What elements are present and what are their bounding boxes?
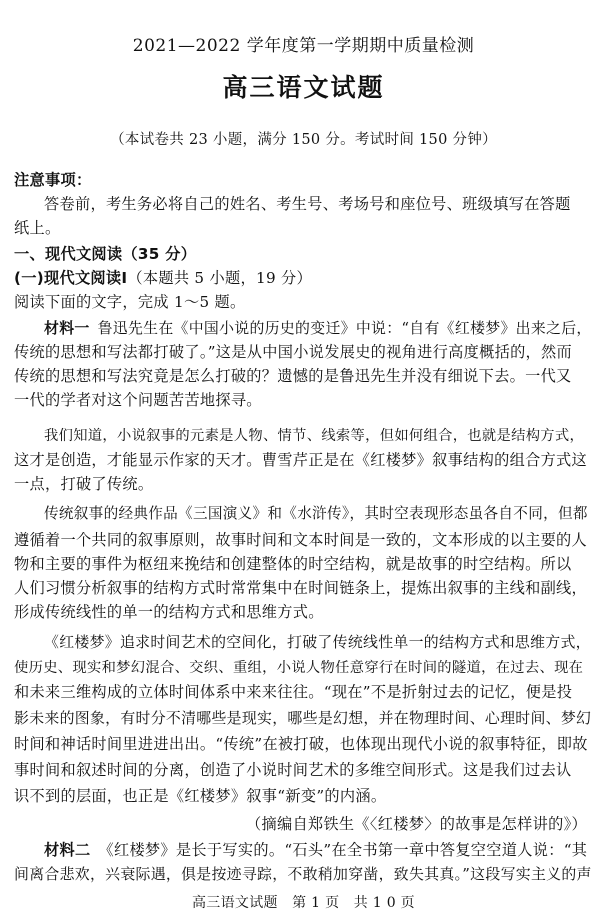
paragraph-line: 物和主要的事件为枢纽来挽结和创建整体的时空结构，就是故事的时空结构。所以 — [14, 555, 572, 573]
paragraph-text: 《红楼梦》是长于写实的。“石头”在全书第一章中答复空空道人说：“其 — [98, 841, 588, 859]
paragraph-line: 传统的思想和写法都打破了。”这是从中国小说发展史的视角进行高度概括的，然而 — [14, 343, 573, 361]
paragraph-line: 遵循着一个共同的叙事原则，故事时间和文本时间是一致的，文本形成的以主要的人 — [14, 531, 588, 549]
paragraph-line: 传统的思想和写法究竟是怎么打破的？遗憾的是鲁迅先生并没有细说下去。一代又 — [14, 367, 572, 385]
paragraph-line: 一点，打破了传统。 — [14, 475, 154, 493]
paragraph-line: 影未来的图象，有时分不清哪些是现实，哪些是幻想，并在物理时间、心理时间、梦幻 — [14, 709, 592, 727]
source-citation: （摘编自郑铁生《〈红楼梦〉的故事是怎样讲的》） — [245, 815, 587, 833]
subsection-heading-bold: (一)现代文阅读Ⅰ — [14, 269, 128, 287]
paragraph-line: 我们知道，小说叙事的元素是人物、情节、线索等，但如何组合，也就是结构方式， — [44, 428, 585, 444]
notice-heading: 注意事项： — [14, 171, 92, 189]
paragraph-line: 形成传统线性的单一的结构方式和思维方式。 — [14, 603, 324, 621]
paragraph-line: 人们习惯分析叙事的结构方式时常常集中在时间链条上，提炼出叙事的主线和副线， — [14, 579, 588, 597]
exam-info: （本试卷共 23 小题，满分 150 分。考试时间 150 分钟） — [110, 132, 497, 148]
paragraph-line: 识不到的层面，也正是《红楼梦》叙事“新变”的内涵。 — [14, 787, 387, 805]
page-footer: 高三语文试题 第 1 页 共 1 0 页 — [192, 895, 415, 911]
material-label: 材料二 — [44, 841, 91, 859]
paragraph-line: 传统叙事的经典作品《三国演义》和《水浒传》，其时空表现形态虽各自不同，但都 — [44, 505, 588, 522]
exam-title: 2021—2022 学年度第一学期期中质量检测 — [132, 36, 475, 56]
paragraph-line: 一代的学者对这个问题苦苦地探寻。 — [14, 391, 262, 409]
paragraph-line: 时间和神话时间里进进出出。“传统”在被打破，也体现出现代小说的叙事特征，即故 — [14, 735, 588, 753]
section-heading: 一、现代文阅读（35 分） — [14, 245, 197, 263]
notice-line: 纸上。 — [14, 219, 61, 237]
paragraph-line: 《红楼梦》追求时间艺术的空间化，打破了传统线性单一的结构方式和思维方式， — [44, 633, 591, 651]
paragraph-line: 使历史、现实和梦幻混合、交织、重组，小说人物任意穿行在时间的隧道，在过去、现在 — [14, 660, 584, 676]
paragraph-text: 鲁迅先生在《中国小说的历史的变迁》中说：“自有《红楼梦》出来之后， — [97, 319, 592, 337]
material-label: 材料一 — [44, 319, 90, 337]
instruction: 阅读下面的文字，完成 1～5 题。 — [14, 293, 246, 311]
paragraph-line: 间离合悲欢，兴衰际遇，俱是按迹寻踪，不敢稍加穿凿，致失其真。”这段写实主义的声 — [14, 865, 592, 883]
paragraph-line: 这才是创造，才能显示作家的天才。曹雪芹正是在《红楼梦》叙事结构的组合方式这 — [14, 451, 588, 469]
notice-line: 答卷前，考生务必将自己的姓名、考生号、考场号和座位号、班级填写在答题 — [44, 195, 571, 213]
paragraph-line: 事时间和叙述时间的分离，创造了小说时间艺术的多维空间形式。这是我们过去认 — [14, 761, 572, 779]
paragraph-line — [44, 840, 593, 860]
subsection-heading — [14, 268, 593, 288]
paragraph-line — [44, 318, 593, 338]
subject-title: 高三语文试题 — [222, 73, 385, 102]
paragraph-line: 和未来三维构成的立体时间体系中来来往往。“现在”不是折射过去的记忆，便是投 — [14, 683, 573, 701]
subsection-heading-rest: （本题共 5 小题，19 分） — [127, 269, 313, 287]
